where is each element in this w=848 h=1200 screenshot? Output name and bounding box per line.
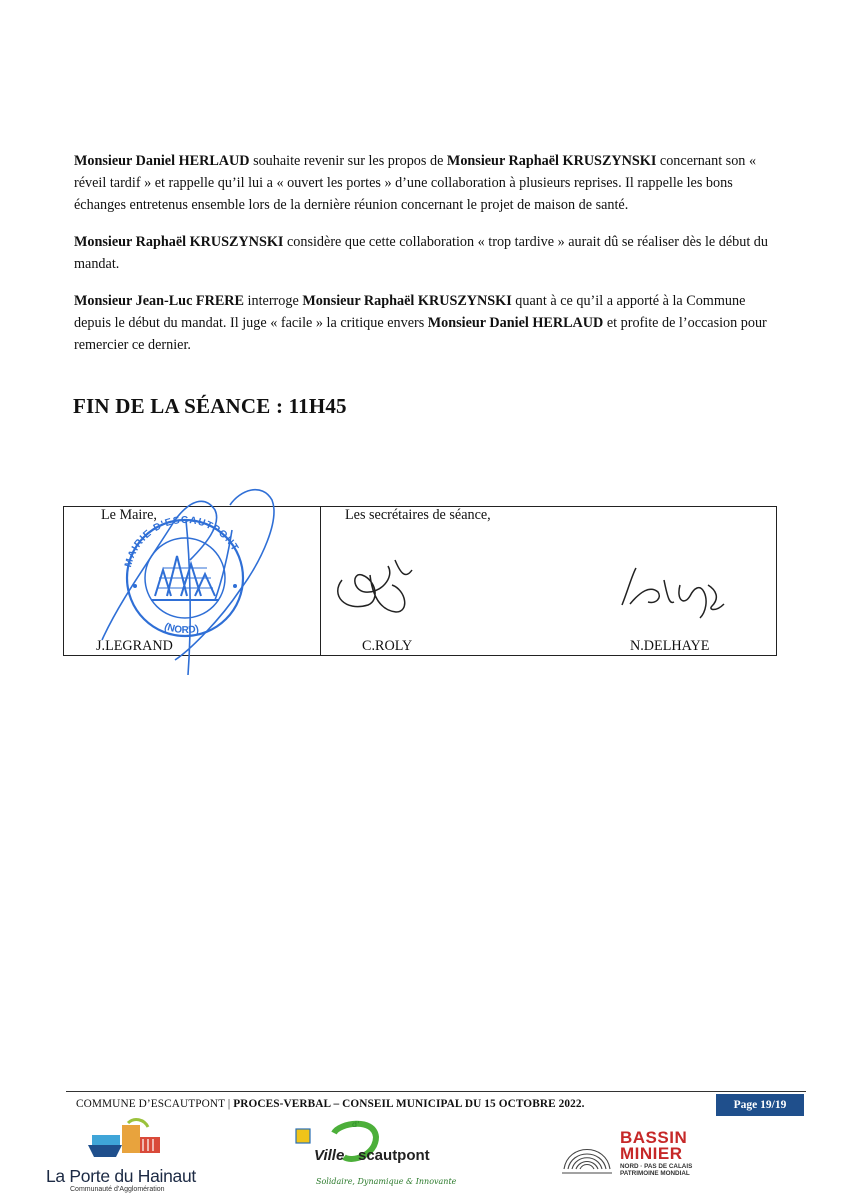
paragraph-text: souhaite revenir sur les propos de [249, 153, 447, 169]
porte-subtitle: Communauté d’Agglomération [70, 1186, 165, 1193]
speaker-name: Monsieur Raphaël KRUSZYNSKI [446, 153, 657, 169]
stamp-bottom-text: (NORD) [162, 621, 200, 637]
porte-du-hainaut-logo [40, 1117, 215, 1193]
svg-text:MAIRIE D'ESCAUTPONT [123, 515, 240, 568]
bassin-line4: PATRIMOINE MONDIAL [620, 1170, 690, 1177]
bassin-line2: MINIER [620, 1144, 683, 1163]
ville-word: Ville [314, 1147, 345, 1164]
paragraph-text: quant à ce qu’il a apporté à la Commune depuis le début du mandat. Il juge « facile » la critique envers [74, 293, 746, 331]
speaker-name: Monsieur Daniel HERLAUD [427, 315, 604, 331]
roly-signature [338, 560, 412, 612]
stamp-top-text: MAIRIE D'ESCAUTPONT [123, 515, 241, 569]
stamp-text [110, 494, 260, 664]
bassin-minier-logo [558, 1125, 698, 1185]
ville-tagline: Solidaire, Dynamique & Innovante [316, 1177, 457, 1186]
paragraph-text: interroge [244, 293, 303, 309]
bassin-line3: NORD · PAS DE CALAIS [620, 1163, 693, 1170]
svg-text:(NORD) [163, 621, 200, 636]
speaker-name: Monsieur Daniel HERLAUD [74, 153, 250, 169]
footer-title: PROCES-VERBAL – CONSEIL MUNICIPAL DU 15 OCTOBRE 2022. [233, 1098, 585, 1110]
speaker-name: Monsieur Raphaël KRUSZYNSKI [302, 293, 512, 309]
maire-title: Le Maire, [101, 507, 157, 523]
speaker-name: Monsieur Raphaël KRUSZYNSKI [74, 234, 284, 250]
signatory-name-legrand: J.LEGRAND [96, 638, 173, 654]
speaker-name: Monsieur Jean-Luc FRERE [74, 293, 244, 309]
ville-escautpont-logo [294, 1117, 457, 1192]
delhaye-signature [622, 568, 724, 618]
secretaires-title: Les secrétaires de séance, [345, 507, 491, 523]
paragraph-text: concernant son « réveil tardif » et rappelle qu’il lui a « ouvert les portes » d’une collaboration à plusieurs reprises. Il rappelle les bons échanges entretenus ensemble lors de la dernière réunion concernant le projet de maison de santé. [74, 153, 757, 213]
paragraph-text: et profite de l’occasion pour remercier ce dernier. [74, 315, 767, 353]
escaut-word: scautpont [358, 1147, 430, 1164]
fin-seance-heading: FIN DE LA SÉANCE : 11H45 [73, 394, 347, 418]
porte-logo-icon [40, 1117, 215, 1167]
footer-commune: COMMUNE D’ESCAUTPONT | [76, 1098, 234, 1110]
bassin-emblem-icon [558, 1125, 616, 1183]
porte-name: La Porte du Hainaut [46, 1166, 196, 1186]
signatory-name-delhaye: N.DELHAYE [630, 638, 710, 654]
paragraph-text: considère que cette collaboration « trop tardive » aurait dû se réaliser dès le début du mandat. [74, 234, 768, 272]
page-number-badge: Page 19/19 [716, 1094, 804, 1116]
footer-rule [66, 1091, 806, 1092]
ville-d-text: d' [352, 1120, 360, 1129]
footer-text [76, 1098, 585, 1110]
bassin-line1: BASSIN [620, 1128, 688, 1147]
signatory-name-roly: C.ROLY [362, 638, 413, 654]
